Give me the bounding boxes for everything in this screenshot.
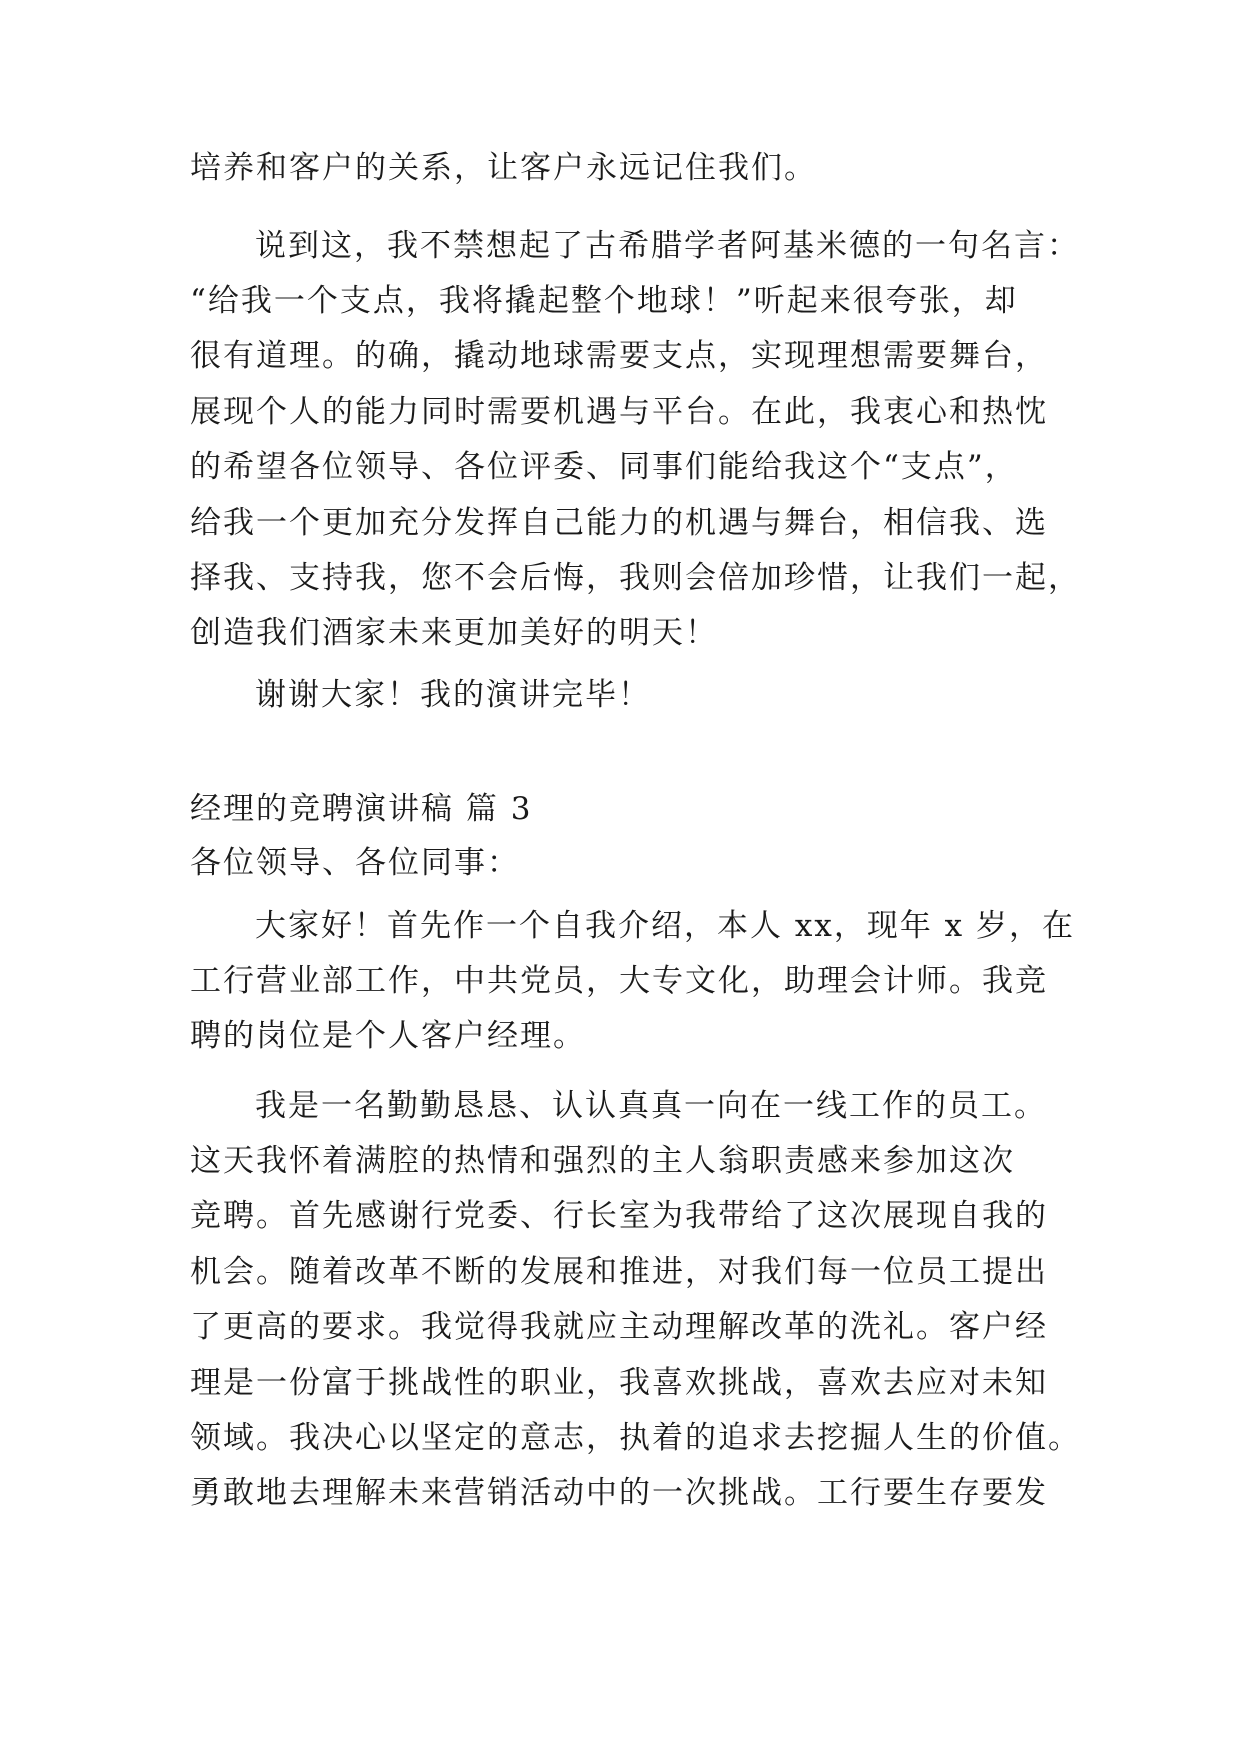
paragraph-line: 理是一份富于挑战性的职业，我喜欢挑战，喜欢去应对未知 [190, 1365, 1048, 1401]
paragraph-line: 机会。随着改革不断的发展和推进，对我们每一位员工提出 [190, 1254, 1048, 1290]
paragraph-line: 了更高的要求。我觉得我就应主动理解改革的洗礼。客户经 [190, 1309, 1048, 1345]
paragraph-line: 大家好！首先作一个自我介绍，本人 xx，现年 x 岁，在 [255, 908, 1076, 944]
paragraph-line: 我是一名勤勤恳恳、认认真真一向在一线工作的员工。 [255, 1088, 1047, 1124]
paragraph-line: 很有道理。的确，撬动地球需要支点，实现理想需要舞台， [190, 338, 1048, 374]
paragraph-line: 勇敢地去理解未来营销活动中的一次挑战。工行要生存要发 [190, 1475, 1048, 1511]
paragraph-line: 择我、支持我，您不会后悔，我则会倍加珍惜，让我们一起， [190, 560, 1081, 596]
paragraph-line: “给我一个支点，我将撬起整个地球！”听起来很夸张，却 [190, 283, 1018, 319]
paragraph-line: 的希望各位领导、各位评委、同事们能给我这个“支点”， [190, 449, 1018, 485]
paragraph-line: 展现个人的能力同时需要机遇与平台。在此，我衷心和热忱 [190, 394, 1048, 430]
paragraph-line: 竞聘。首先感谢行党委、行长室为我带给了这次展现自我的 [190, 1198, 1048, 1234]
paragraph-line: 谢谢大家！我的演讲完毕！ [255, 677, 651, 713]
paragraph-line: 培养和客户的关系，让客户永远记住我们。 [190, 150, 817, 186]
paragraph-line: 创造我们酒家未来更加美好的明天！ [190, 615, 718, 651]
salutation: 各位领导、各位同事： [190, 845, 520, 881]
paragraph-line: 这天我怀着满腔的热情和强烈的主人翁职责感来参加这次 [190, 1143, 1015, 1179]
paragraph-line: 聘的岗位是个人客户经理。 [190, 1018, 586, 1054]
section-heading: 经理的竞聘演讲稿 篇 3 [190, 791, 533, 827]
paragraph-line: 给我一个更加充分发挥自己能力的机遇与舞台，相信我、选 [190, 505, 1048, 541]
paragraph-line: 工行营业部工作，中共党员，大专文化，助理会计师。我竞 [190, 963, 1048, 999]
paragraph-line: 领域。我决心以坚定的意志，执着的追求去挖掘人生的价值。 [190, 1420, 1081, 1456]
paragraph-line: 说到这，我不禁想起了古希腊学者阿基米德的一句名言： [255, 228, 1080, 264]
